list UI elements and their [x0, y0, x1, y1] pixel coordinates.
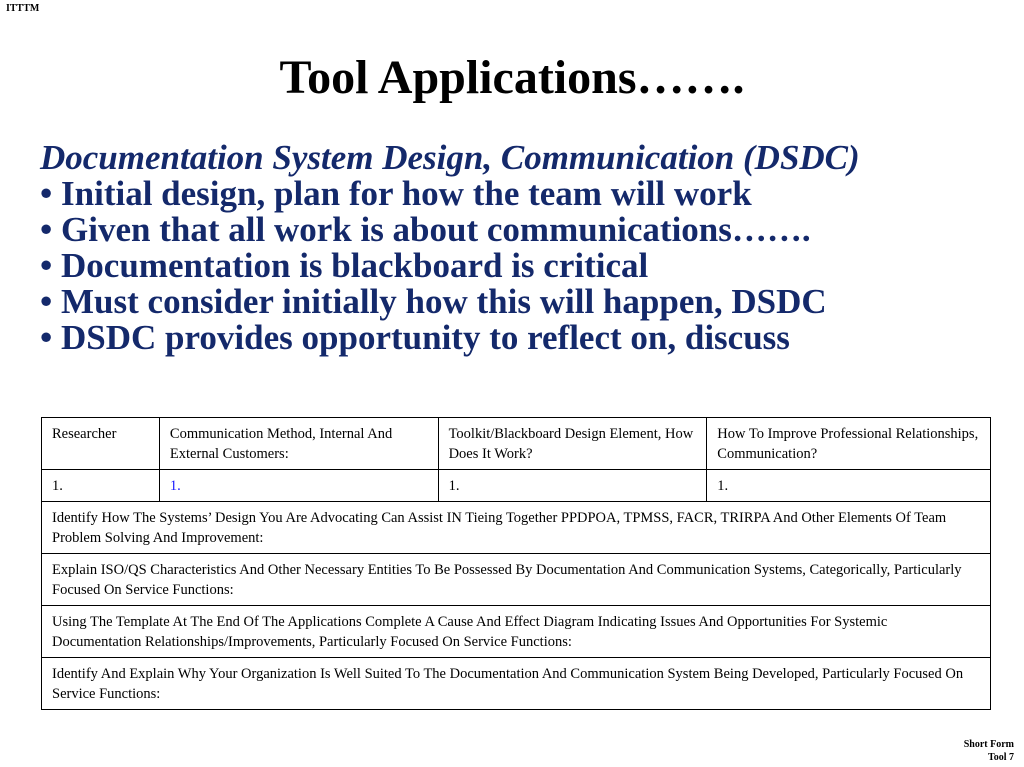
- bullet-item: • Documentation is blackboard is critical: [40, 248, 1000, 284]
- worksheet-table: [41, 417, 991, 710]
- table-cell[interactable]: 1.: [159, 470, 438, 502]
- header-toolkit-design: Toolkit/Blackboard Design Element, How Does It Work?: [438, 418, 707, 470]
- bullet-item: • DSDC provides opportunity to reflect on, discuss: [40, 320, 1000, 356]
- table-header-row: [42, 418, 991, 470]
- table-row: [42, 502, 991, 554]
- bullet-item: • Given that all work is about communications…….: [40, 212, 1000, 248]
- table-row: [42, 606, 991, 658]
- bullet-item: • Must consider initially how this will happen, DSDC: [40, 284, 1000, 320]
- header-communication-method: Communication Method, Internal And External Customers:: [159, 418, 438, 470]
- table-row: [42, 554, 991, 606]
- slide-subtitle: Documentation System Design, Communication (DSDC): [40, 138, 860, 177]
- bullet-list: [40, 176, 1000, 356]
- footer-line-2: Tool 7: [987, 752, 1014, 763]
- table-cell-wide[interactable]: Identify And Explain Why Your Organization Is Well Suited To The Documentation And Communication System Being Developed, Particularly Focused On Service Functions:: [42, 658, 991, 710]
- slide-content: [40, 140, 1000, 356]
- header-researcher: Researcher: [42, 418, 160, 470]
- table-cell[interactable]: 1.: [42, 470, 160, 502]
- header-improve-relationships: How To Improve Professional Relationships, Communication?: [707, 418, 991, 470]
- footer-line-1: Short Form: [963, 739, 1014, 750]
- table-row: [42, 658, 991, 710]
- slide-title: Tool Applications…….: [279, 51, 745, 104]
- table-row: [42, 470, 991, 502]
- corner-label: ITTTM: [6, 3, 40, 14]
- bullet-item: • Initial design, plan for how the team will work: [40, 176, 1000, 212]
- table-cell-wide[interactable]: Explain ISO/QS Characteristics And Other Necessary Entities To Be Possessed By Documentation And Communication Systems, Categorically, Particularly Focused On Service Functions:: [42, 554, 991, 606]
- table-cell-wide[interactable]: Identify How The Systems’ Design You Are Advocating Can Assist IN Tieing Together PPDPOA, TPMSS, FACR, TRIRPA And Other Elements Of Team Problem Solving And Improvement:: [42, 502, 991, 554]
- table-cell[interactable]: 1.: [707, 470, 991, 502]
- table-cell-wide[interactable]: Using The Template At The End Of The Applications Complete A Cause And Effect Diagram Indicating Issues And Opportunities For Systemic Documentation Relationships/Improvements, Particularly Focused On Service Functions:: [42, 606, 991, 658]
- footer-label: [964, 738, 1014, 764]
- table-cell[interactable]: 1.: [438, 470, 707, 502]
